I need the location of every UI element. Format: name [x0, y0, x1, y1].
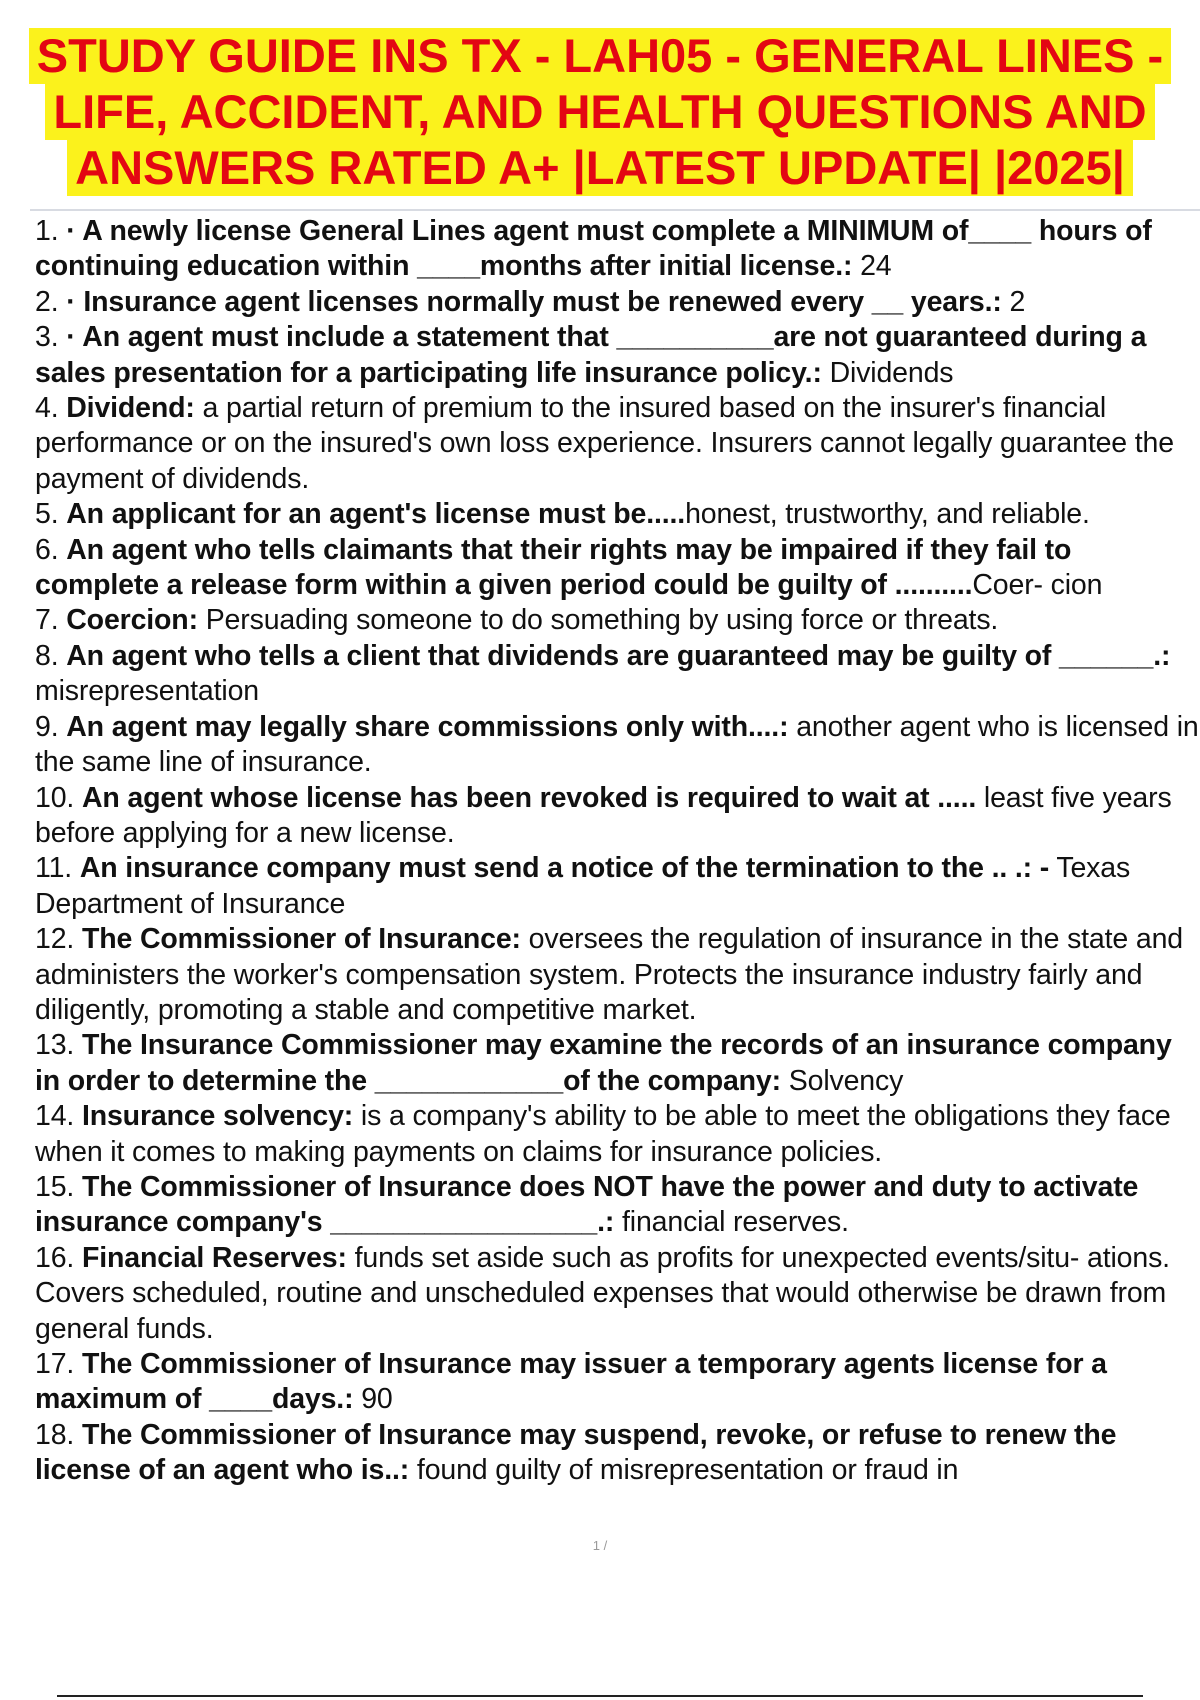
item-number: 5. [35, 498, 59, 531]
answer: 24 [860, 250, 892, 283]
qa-item-16 [35, 1241, 1200, 1347]
qa-item-18 [35, 1418, 1200, 1489]
question: An agent who tells claimants that their rights may be impaired if they fail to complete a release form within a given period could be guilty of .......... [35, 533, 1072, 602]
item-number: 13. [35, 1029, 75, 1062]
item-number: 4. [35, 392, 59, 425]
question: · An agent must include a statement that __________are not guaranteed during a sales presentation for a participating life insurance policy.: [35, 321, 1147, 389]
item-number: 8. [35, 639, 59, 672]
answer: 2 [1009, 285, 1026, 318]
question: An agent whose license has been revoked is required to wait at ..... [81, 781, 977, 814]
qa-item-15 [35, 1170, 1200, 1241]
qa-item-7 [35, 603, 1200, 638]
question: An agent who tells a client that dividends are guaranteed may be guilty of ______.: [66, 639, 1171, 672]
question: Financial Reserves: [81, 1241, 347, 1274]
answer: honest, trustworthy, and reliable. [685, 498, 1090, 531]
answer: least five years before applying for a new license. [35, 781, 1172, 849]
title-divider [30, 209, 1200, 211]
question: The Commissioner of Insurance: [81, 923, 521, 956]
question: An agent may legally share commissions only with....: [66, 710, 789, 743]
qa-item-8 [35, 639, 1200, 710]
answer: oversees the regulation of insurance in the state and administers the worker's compensation system. Protects the insurance industry fairly and diligently, promoting a stable and competitive market. [35, 923, 1183, 1026]
title-line-3: ANSWERS RATED A+ |LATEST UPDATE| |2025| [67, 140, 1133, 196]
qa-item-5 [35, 497, 1200, 532]
item-number: 1. [35, 215, 59, 247]
question: An applicant for an agent's license must be..... [66, 498, 686, 531]
answer: Solvency [788, 1064, 904, 1097]
answer: Dividends [829, 356, 954, 389]
item-number: 7. [35, 604, 59, 637]
qa-item-10 [35, 781, 1200, 852]
item-number: 9. [35, 710, 59, 743]
question: · Insurance agent licenses normally must be renewed every __ years.: [66, 285, 1002, 318]
answer: another agent who is licensed in the same line of insurance. [35, 710, 1199, 779]
question: Dividend: [66, 392, 195, 425]
document-title [0, 28, 1200, 196]
qa-item-13 [35, 1028, 1200, 1099]
answer: financial reserves. [622, 1206, 849, 1239]
answer: found guilty of misrepresentation or fraud in [416, 1454, 959, 1487]
question: The Commissioner of Insurance may issuer a temporary agents license for a maximum of ____days.: [35, 1348, 1107, 1416]
question: · A newly license General Lines agent must complete a MINIMUM of____ hours of continuing education within ____months after initial license.: [35, 215, 1152, 283]
qa-item-4 [35, 391, 1200, 497]
page-number: 1 / [592, 1538, 608, 1553]
qa-item-14 [35, 1099, 1200, 1170]
answer: Coer- cion [972, 569, 1103, 602]
item-number: 16. [35, 1241, 75, 1274]
question: The Insurance Commissioner may examine the records of an insurance company in order to determine the ____________of the company: [35, 1029, 1172, 1097]
answer: is a company's ability to be able to meet the obligations they face when it comes to making payments on claims for insurance policies. [35, 1100, 1171, 1168]
qa-item-6 [35, 533, 1200, 604]
item-number: 18. [35, 1418, 75, 1451]
item-number: 14. [35, 1100, 75, 1133]
question: Coercion: [66, 604, 198, 637]
question: An insurance company must send a notice of the termination to the .. .: - [79, 852, 1050, 885]
qa-item-17 [35, 1347, 1200, 1418]
qa-item-3 [35, 320, 1200, 391]
item-number: 15. [35, 1170, 75, 1203]
qa-item-11 [35, 851, 1200, 922]
title-line-2: LIFE, ACCIDENT, AND HEALTH QUESTIONS AND [45, 84, 1154, 140]
question: Insurance solvency: [81, 1100, 354, 1133]
item-number: 10. [35, 781, 75, 814]
item-number: 17. [35, 1348, 75, 1380]
footer-divider [57, 1695, 1143, 1697]
answer: funds set aside such as profits for unexpected events/situ- ations. Covers scheduled, routine and unscheduled expenses that would otherwise be drawn from general funds. [35, 1241, 1170, 1345]
qa-item-9 [35, 710, 1200, 781]
qa-list [35, 214, 1200, 1489]
item-number: 12. [35, 923, 75, 956]
answer: a partial return of premium to the insured based on the insurer's financial performance or on the insured's own loss experience. Insurers cannot legally guarantee the payment of dividends. [35, 392, 1174, 495]
answer: misrepresentation [35, 675, 259, 708]
question: The Commissioner of Insurance does NOT have the power and duty to activate insurance company's _________________.: [35, 1170, 1139, 1239]
answer: Texas Department of Insurance [35, 852, 1131, 920]
question: The Commissioner of Insurance may suspend, revoke, or refuse to renew the license of an agent who is..: [35, 1418, 1117, 1487]
item-number: 2. [35, 285, 59, 318]
answer: Persuading someone to do something by using force or threats. [205, 604, 999, 637]
item-number: 11. [35, 852, 73, 885]
answer: 90 [361, 1383, 393, 1416]
item-number: 3. [35, 321, 59, 354]
qa-item-2 [35, 285, 1200, 320]
title-line-1: STUDY GUIDE INS TX - LAH05 - GENERAL LINES - [29, 28, 1171, 84]
item-number: 6. [35, 533, 59, 566]
qa-item-1 [35, 214, 1200, 285]
qa-item-12 [35, 922, 1200, 1028]
